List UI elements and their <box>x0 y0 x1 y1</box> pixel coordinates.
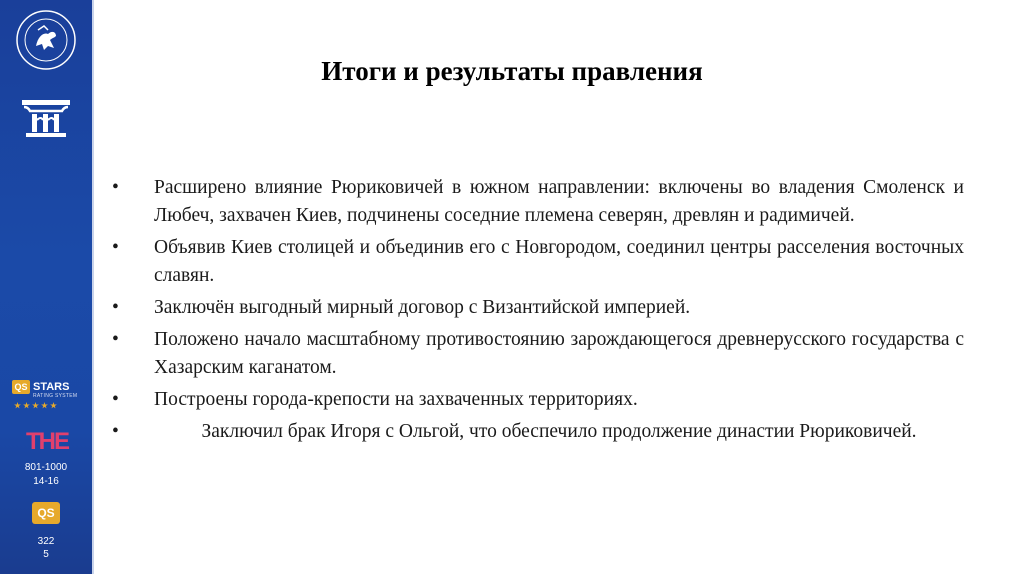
the-ranking-logo <box>26 430 66 454</box>
list-item-text: Построены города-крепости на захваченных территориях. <box>154 389 638 410</box>
star-icon <box>41 402 48 409</box>
bullet-icon: • <box>112 389 119 410</box>
list-item <box>112 418 964 446</box>
list-item <box>112 326 964 382</box>
bullet-icon: • <box>112 177 119 198</box>
sidebar <box>0 0 94 574</box>
the-ranking-range: 801-1000 <box>24 462 68 473</box>
bullet-list <box>112 174 964 450</box>
star-icon <box>32 402 39 409</box>
list-item-text: Заключил брак Игоря с Ольгой, что обеспечило продолжение династии Рюриковичей. <box>201 421 917 442</box>
list-item <box>112 386 964 414</box>
columns-logo-icon <box>18 98 74 138</box>
list-item-text: Положено начало масштабному противостоянию зарождающегося древнерусского государства с Хазарским каганатом. <box>154 329 964 378</box>
star-icon <box>50 402 57 409</box>
qs-stars-label: STARS <box>33 381 70 393</box>
qs-stars-mark: QS <box>12 380 30 394</box>
the-ranking-year: 14-16 <box>33 476 59 487</box>
list-item <box>112 294 964 322</box>
qs-stars-badge <box>12 380 80 416</box>
star-icon <box>14 402 21 409</box>
slide-title: Итоги и результаты правления <box>321 56 703 86</box>
list-item-text: Расширено влияние Рюриковичей в южном направлении: включены во владения Смоленск и Любеч, захвачен Киев, подчинены соседние племена северян, древлян и радимичей. <box>154 177 964 226</box>
list-item-text: Объявив Киев столицей и объединив его с Новгородом, соединил центры расселения восточных славян. <box>154 237 964 286</box>
qs-stars-sublabel: RATING SYSTEM <box>33 393 78 399</box>
qs-ranking-rank: 322 <box>37 536 55 547</box>
qs-ranking-sub: 5 <box>43 549 49 560</box>
list-item <box>112 234 964 290</box>
rating-stars <box>14 402 80 409</box>
bullet-icon: • <box>112 421 119 442</box>
the-mark: THE <box>26 428 68 455</box>
star-icon <box>23 402 30 409</box>
university-emblem-icon <box>14 8 78 72</box>
list-item <box>112 174 964 230</box>
bullet-icon: • <box>112 329 119 350</box>
list-item-text: Заключён выгодный мирный договор с Византийской империей. <box>154 297 691 318</box>
qs-ranking-logo: QS <box>32 502 60 524</box>
bullet-icon: • <box>112 297 119 318</box>
bullet-icon: • <box>112 237 119 258</box>
